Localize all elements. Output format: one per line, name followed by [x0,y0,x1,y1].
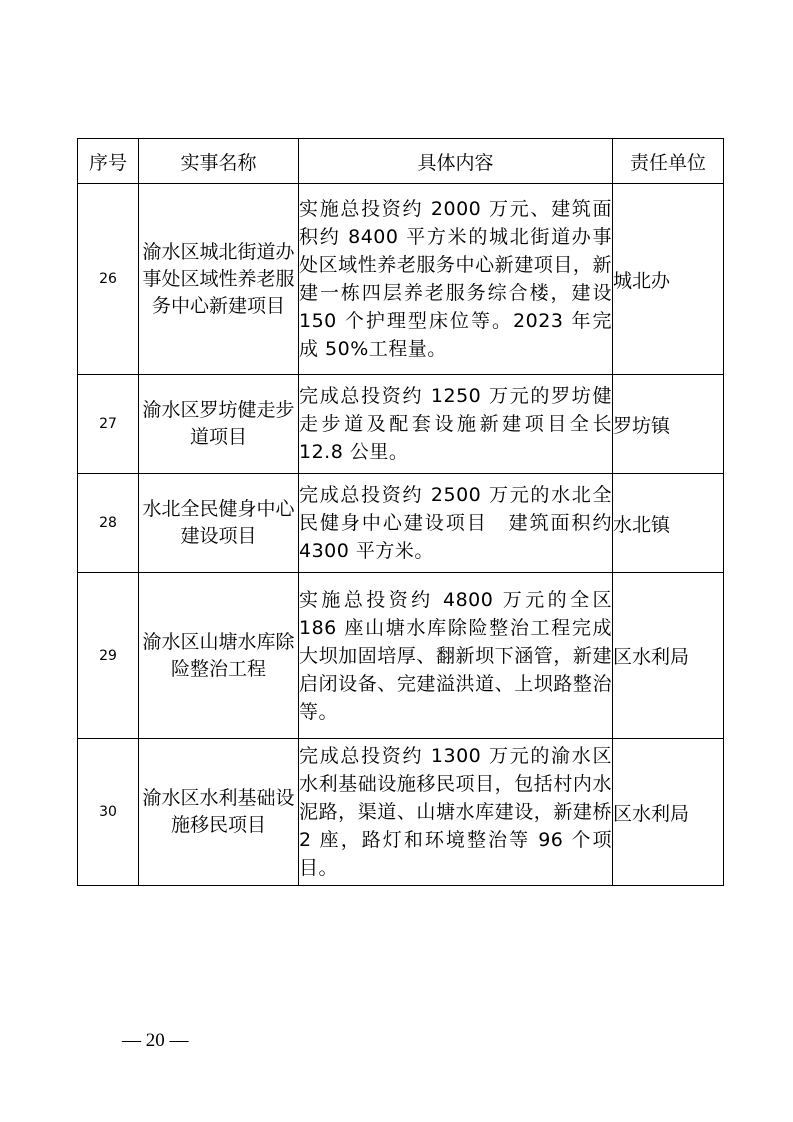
responsible-unit: 区水利局 [613,573,724,739]
table-row [78,739,724,886]
responsible-unit: 城北办 [613,184,724,375]
responsible-unit: 水北镇 [613,474,724,573]
responsible-unit: 区水利局 [613,739,724,886]
row-number: 28 [78,474,139,573]
project-content: 实施总投资约 4800 万元的全区 186 座山塘水库除险整治工程完成大坝加固培厚、翻新坝下涵管，新建启闭设备、完建溢洪道、上坝路整治等。 [299,573,613,739]
project-content: 完成总投资约 1250 万元的罗坊健走步道及配套设施新建项目全长 12.8 公里。 [299,375,613,474]
header-name: 实事名称 [139,139,299,184]
table-row [78,474,724,573]
row-number: 30 [78,739,139,886]
table-row [78,573,724,739]
header-unit: 责任单位 [613,139,724,184]
project-name: 水北全民健身中心建设项目 [139,474,299,573]
row-number: 26 [78,184,139,375]
responsible-unit: 罗坊镇 [613,375,724,474]
project-name: 渝水区山塘水库除险整治工程 [139,573,299,739]
projects-table [77,138,724,886]
page-number: — 20 — [122,1030,189,1051]
project-content: 完成总投资约 2500 万元的水北全民健身中心建设项目 建筑面积约 4300 平方米。 [299,474,613,573]
row-number: 29 [78,573,139,739]
project-content: 实施总投资约 2000 万元、建筑面积约 8400 平方米的城北街道办事处区域性养老服务中心新建项目，新建一栋四层养老服务综合楼，建设 150 个护理型床位等。2023 年完成 50%工程量。 [299,184,613,375]
table-header-row [78,139,724,184]
table-row [78,184,724,375]
project-name: 渝水区水利基础设施移民项目 [139,739,299,886]
header-content: 具体内容 [299,139,613,184]
project-name: 渝水区城北街道办事处区域性养老服务中心新建项目 [139,184,299,375]
row-number: 27 [78,375,139,474]
project-name: 渝水区罗坊健走步道项目 [139,375,299,474]
table-row [78,375,724,474]
project-content: 完成总投资约 1300 万元的渝水区水利基础设施移民项目，包括村内水泥路，渠道、山塘水库建设，新建桥 2 座，路灯和环境整治等 96 个项目。 [299,739,613,886]
header-number: 序号 [78,139,139,184]
